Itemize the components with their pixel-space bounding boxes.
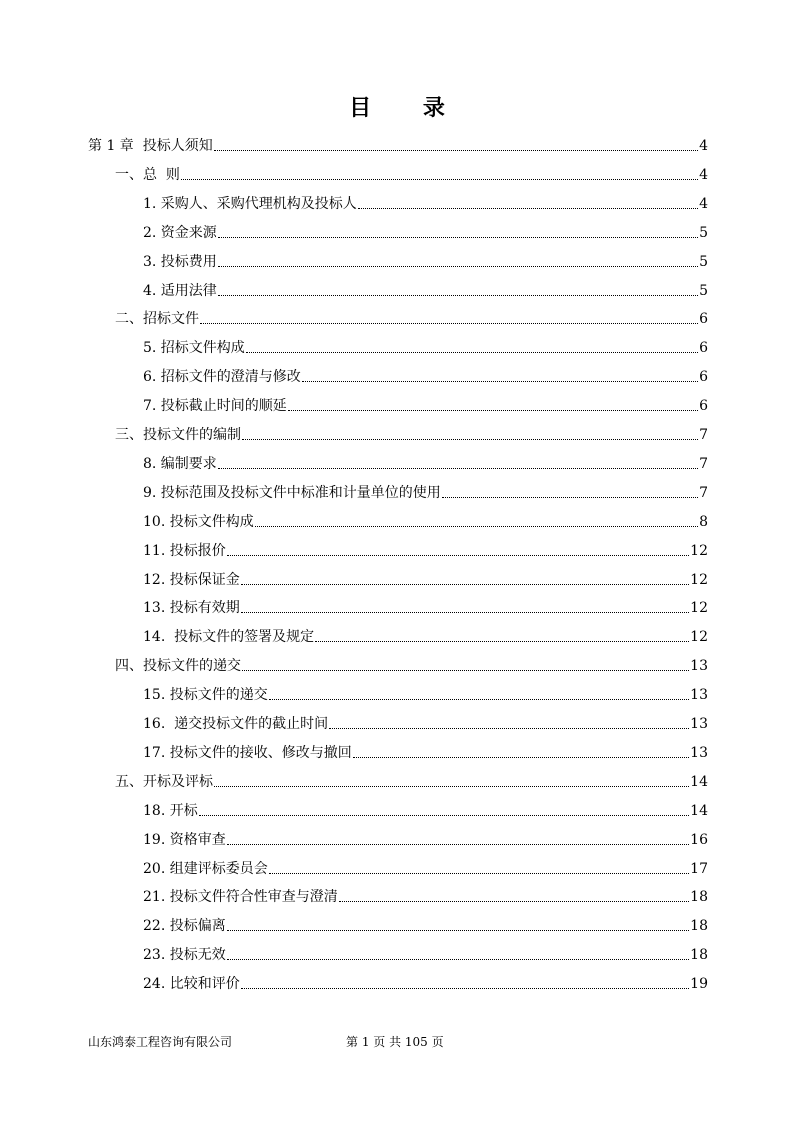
toc-leader-dots: [255, 525, 698, 527]
toc-entry[interactable]: [143, 190, 708, 214]
toc-entry-label: 13. 投标有效期: [143, 600, 240, 617]
toc-entry-label: 23. 投标无效: [143, 947, 226, 964]
toc-entry-label: 1. 采购人、采购代理机构及投标人: [143, 195, 357, 212]
toc-entry-label: 4. 适用法律: [143, 282, 217, 299]
toc-leader-dots: [269, 698, 689, 700]
toc-entry-page: 6: [699, 398, 708, 415]
toc-entry-label: 10. 投标文件构成: [143, 513, 254, 530]
toc-entry[interactable]: [143, 248, 708, 272]
page-title: 目 录: [349, 95, 467, 121]
toc-entry-page: 18: [690, 947, 708, 964]
toc-entry[interactable]: [143, 797, 708, 821]
toc-leader-dots: [339, 900, 689, 902]
toc-entry-label: 一、总 则: [115, 166, 180, 183]
toc-entry-label: 8. 编制要求: [143, 455, 217, 472]
toc-entry[interactable]: [143, 739, 708, 763]
toc-entry-label: 9. 投标范围及投标文件中标准和计量单位的使用: [143, 484, 441, 501]
toc-entry-label: 四、投标文件的递交: [115, 658, 241, 675]
toc-leader-dots: [199, 814, 689, 816]
toc-entry-label: 5. 招标文件构成: [143, 340, 245, 357]
toc-leader-dots: [242, 438, 698, 440]
toc-leader-dots: [227, 554, 689, 556]
toc-entry-page: 13: [690, 716, 708, 732]
toc-entry[interactable]: [143, 508, 708, 532]
toc-entry[interactable]: [115, 305, 708, 329]
toc-leader-dots: [214, 149, 698, 151]
toc-entry-label: 17. 投标文件的接收、修改与撤回: [143, 744, 352, 761]
toc-entry[interactable]: [143, 363, 708, 387]
toc-leader-dots: [218, 265, 698, 267]
toc-entry-label: 二、招标文件: [115, 311, 199, 328]
toc-leader-dots: [227, 958, 689, 960]
toc-entry-label: 24. 比较和评价: [143, 976, 240, 993]
toc-entry-page: 14: [690, 802, 708, 819]
toc-entry-label: 20. 组建评标委员会: [143, 860, 268, 877]
toc-leader-dots: [315, 640, 689, 642]
toc-entry-label: 2. 资金来源: [143, 224, 217, 241]
toc-entry-page: 7: [699, 484, 708, 501]
toc-entry[interactable]: [143, 219, 708, 243]
toc-leader-dots: [181, 178, 698, 180]
toc-entry-page: 12: [690, 571, 708, 588]
toc-entry[interactable]: [143, 277, 708, 301]
toc-entry-page: 4: [699, 166, 708, 183]
toc-entry-page: 8: [699, 513, 708, 530]
toc-entry-label: 11. 投标报价: [143, 542, 226, 559]
toc-leader-dots: [242, 669, 689, 671]
toc-entry[interactable]: [143, 883, 708, 907]
toc-entry[interactable]: [143, 537, 708, 561]
toc-entry-page: 6: [699, 340, 708, 357]
toc-entry-page: 5: [699, 282, 708, 299]
toc-entry[interactable]: [143, 970, 708, 994]
toc-entry[interactable]: [143, 826, 708, 850]
toc-entry-page: 7: [699, 427, 708, 443]
toc-leader-dots: [200, 322, 698, 324]
toc-entry[interactable]: [143, 710, 708, 734]
toc-leader-dots: [329, 727, 689, 729]
toc-entry-page: 17: [690, 860, 708, 877]
toc-leader-dots: [353, 756, 689, 758]
footer-page-info: 第 1 页 共 105 页: [346, 1035, 444, 1049]
toc-entry[interactable]: [115, 768, 708, 792]
toc-entry[interactable]: [143, 681, 708, 705]
toc-entry-page: 18: [690, 889, 708, 906]
toc-entry-page: 4: [699, 195, 708, 212]
toc-entry[interactable]: [143, 855, 708, 879]
toc-entry-page: 12: [690, 542, 708, 559]
toc-entry-label: 3. 投标费用: [143, 253, 217, 270]
toc-entry[interactable]: [143, 450, 708, 474]
toc-leader-dots: [288, 409, 698, 411]
toc-entry-page: 13: [690, 744, 708, 761]
toc-leader-dots: [358, 207, 698, 209]
toc-entry[interactable]: [115, 421, 708, 445]
footer-company: 山东鸿泰工程咨询有限公司: [88, 1035, 233, 1049]
toc-entry-label: 15. 投标文件的递交: [143, 687, 268, 704]
toc-entry-label: 三、投标文件的编制: [115, 427, 241, 443]
toc-entry-label: 22. 投标偏离: [143, 918, 226, 935]
toc-leader-dots: [269, 872, 689, 874]
toc-entry[interactable]: [143, 334, 708, 358]
toc-entry-label: 五、开标及评标: [115, 773, 213, 790]
toc-entry-page: 19: [690, 976, 708, 993]
toc-entry-page: 5: [699, 253, 708, 270]
toc-entry-page: 13: [690, 658, 708, 675]
toc-leader-dots: [442, 496, 698, 498]
toc-entry[interactable]: [143, 594, 708, 618]
toc-entry-label: 6. 招标文件的澄清与修改: [143, 369, 301, 386]
toc-entry-page: 12: [690, 600, 708, 617]
toc-entry-page: 6: [699, 369, 708, 386]
toc-entry-label: 第 1 章 投标人须知: [88, 138, 213, 154]
toc-leader-dots: [241, 583, 689, 585]
toc-leader-dots: [241, 987, 689, 989]
toc-entry[interactable]: [143, 566, 708, 590]
toc-leader-dots: [241, 611, 689, 613]
toc-entry[interactable]: [88, 132, 708, 156]
toc-entry-page: 13: [690, 687, 708, 704]
toc-leader-dots: [218, 236, 698, 238]
toc-leader-dots: [302, 380, 698, 382]
toc-entry-label: 16. 递交投标文件的截止时间: [143, 716, 329, 732]
toc-entry[interactable]: [115, 161, 708, 185]
toc-leader-dots: [218, 294, 698, 296]
toc-entry-page: 5: [699, 224, 708, 241]
toc-entry-page: 6: [699, 311, 708, 328]
toc-entry-label: 21. 投标文件符合性审查与澄清: [143, 889, 338, 906]
toc-entry-page: 16: [690, 831, 708, 848]
toc-leader-dots: [214, 785, 689, 787]
toc-entry-label: 18. 开标: [143, 802, 198, 819]
toc-entry[interactable]: [143, 941, 708, 965]
toc-leader-dots: [246, 351, 698, 353]
toc-entry-page: 14: [690, 773, 708, 790]
toc-entry-page: 12: [690, 629, 708, 646]
toc-entry[interactable]: [143, 479, 708, 503]
toc-leader-dots: [227, 843, 689, 845]
toc-entry-label: 14. 投标文件的签署及规定: [143, 629, 315, 646]
toc-entry[interactable]: [115, 652, 708, 676]
toc-entry[interactable]: [143, 392, 708, 416]
toc-entry-page: 4: [699, 138, 708, 154]
toc-entry-page: 7: [699, 455, 708, 472]
toc-entry-label: 12. 投标保证金: [143, 571, 240, 588]
toc-entry[interactable]: [143, 623, 708, 647]
toc-leader-dots: [227, 929, 689, 931]
toc-entry-label: 19. 资格审查: [143, 831, 226, 848]
toc-entry[interactable]: [143, 912, 708, 936]
toc-entry-page: 18: [690, 918, 708, 935]
toc-entry-label: 7. 投标截止时间的顺延: [143, 398, 287, 415]
toc-leader-dots: [218, 467, 698, 469]
